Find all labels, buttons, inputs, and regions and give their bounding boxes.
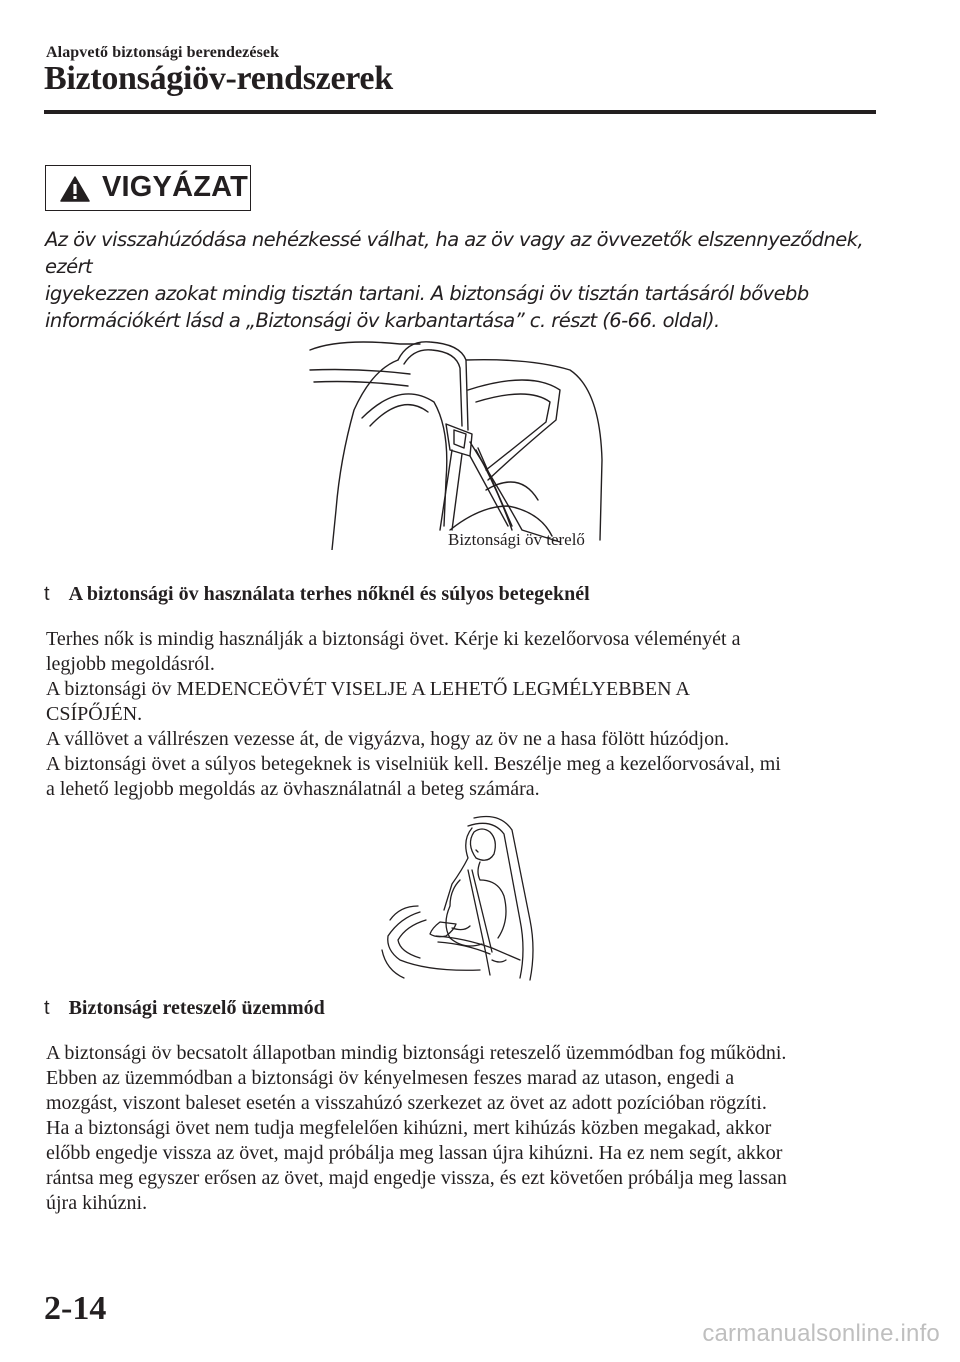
section-heading [44, 583, 590, 606]
body-line: Ha a biztonsági övet nem tudja megfelelően kihúzni, mert kihúzás közben megakad, akkor [46, 1117, 772, 1139]
page-number: 2-14 [44, 1290, 107, 1327]
caution-text [45, 226, 885, 334]
watermark: carmanualsonline.info [702, 1320, 940, 1347]
body-line: A biztonsági öv becsatolt állapotban mindig biztonsági reteszelő üzemmódban fog működni. [46, 1042, 787, 1064]
caution-label: VIGYÁZAT [102, 171, 249, 203]
body-line: mozgást, viszont baleset esetén a visszahúzó szerkezet az övet az adott pozícióban rögzíti. [46, 1092, 767, 1114]
pregnant-woman-seatbelt-illustration [380, 810, 570, 985]
body-line: rántsa meg egyszer erősen az övet, majd engedje vissza, és ezt követően próbálja meg lassan [46, 1167, 787, 1189]
caution-box [45, 165, 251, 211]
section-heading-text: A biztonsági öv használata terhes nőknél és súlyos betegeknél [68, 583, 590, 605]
caution-line: Az öv visszahúzódása nehézkessé válhat, ha az öv vagy az övvezetők elszennyeződnek, ezért [45, 228, 864, 278]
section-heading-text: Biztonsági reteszelő üzemmód [68, 997, 325, 1019]
figure-caption: Biztonsági öv terelő [448, 530, 585, 549]
body-line: előbb engedje vissza az övet, majd próbálja meg lassan újra kihúzni. Ha ez nem segít, akkor [46, 1142, 783, 1164]
seat-belt-guide-illustration [300, 330, 620, 550]
bullet-icon: t [44, 997, 50, 1019]
body-line: Ebben az üzemmódban a biztonsági öv kényelmesen feszes marad az utason, engedi a [46, 1067, 735, 1089]
body-line: CSÍPŐJÉN. [46, 703, 143, 725]
section-body [46, 1041, 787, 1216]
section-label: Alapvető biztonsági berendezések [46, 44, 280, 61]
section-heading [44, 997, 325, 1020]
caution-line: igyekezzen azokat mindig tisztán tartani. A biztonsági öv tisztán tartásáról bővebb [45, 282, 809, 305]
title-divider [44, 110, 876, 114]
body-line: Terhes nők is mindig használják a biztonsági övet. Kérje ki kezelőorvosa véleményét a [46, 628, 741, 650]
page-title: Biztonságiöv-rendszerek [44, 60, 393, 97]
body-line: A biztonsági öv MEDENCEÖVÉT VISELJE A LEHETŐ LEGMÉLYEBBEN A [46, 678, 690, 700]
body-line: legjobb megoldásról. [46, 653, 215, 675]
body-line: újra kihúzni. [46, 1192, 148, 1214]
warning-triangle-icon [60, 176, 90, 202]
body-line: A vállövet a vállrészen vezesse át, de vigyázva, hogy az öv ne a hasa fölött húzódjon. [46, 728, 730, 750]
section-body [46, 627, 781, 802]
body-line: a lehető legjobb megoldás az övhasználatnál a beteg számára. [46, 778, 540, 800]
caution-line: információkért lásd a „Biztonsági öv karbantartása” c. részt (6-66. oldal). [45, 309, 720, 332]
body-line: A biztonsági övet a súlyos betegeknek is viselniük kell. Beszélje meg a kezelőorvosával, mi [46, 753, 781, 775]
bullet-icon: t [44, 583, 50, 605]
